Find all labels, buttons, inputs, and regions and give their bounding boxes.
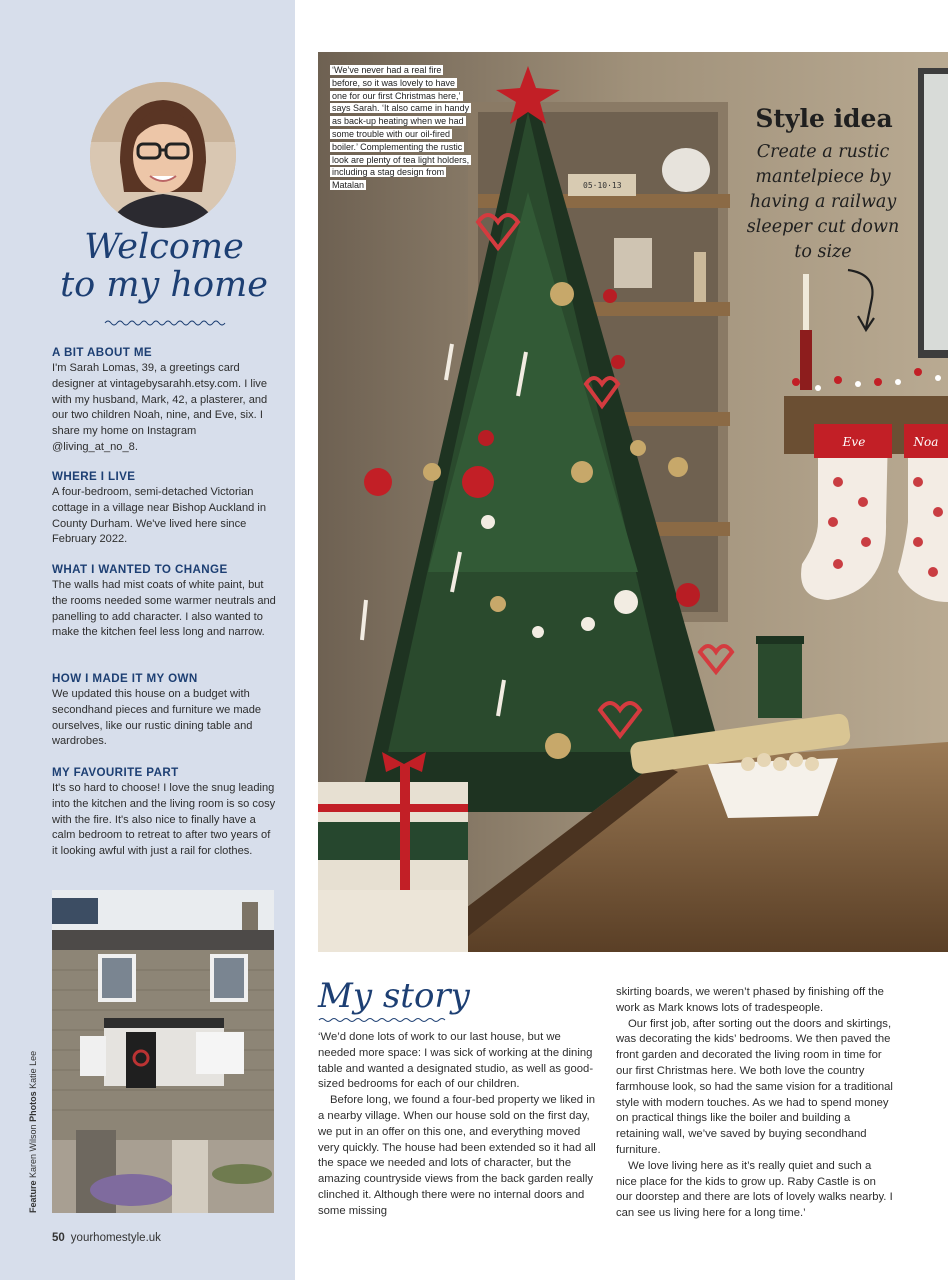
story-column-2 — [616, 985, 894, 1222]
story-paragraph: skirting boards, we weren’t phased by finishing off the work as Mark knows lots of tradespeople. — [616, 986, 884, 1014]
photo-caption: ‘We’ve never had a real fire before, so it was lovely to have one for our first Christmas here,’ says Sarah. ‘It also came in handy as back-up heating when we had some trouble with our oil-fired boiler.’ Complementing the rustic look are plenty of tea light holders, including a stag design from Matalan — [332, 65, 470, 191]
portrait-illustration — [90, 82, 236, 228]
style-idea-text: Create a rustic mantelpiece by having a railway sleeper cut down to size — [746, 142, 900, 262]
welcome-heading — [40, 228, 288, 304]
section-text: We updated this house on a budget with secondhand pieces and furniture we made ourselves, like our rustic dining table and wardrobes. — [52, 688, 262, 748]
where-i-live-section — [52, 470, 277, 548]
section-text: I'm Sarah Lomas, 39, a greetings card designer at vintagebysarahh.etsy.com. I live with my husband, Mark, 42, a plasterer, and our two children Noah, nine, and Eve, six. I share my home on Instagram @living_at_no_8. — [52, 362, 268, 453]
favourite-part-section — [52, 766, 277, 860]
section-heading: HOW I MADE IT MY OWN — [52, 672, 198, 685]
story-title: My story — [318, 976, 470, 1016]
house-exterior-photo — [52, 890, 274, 1213]
avatar — [90, 82, 236, 228]
story-column-1 — [318, 1030, 596, 1220]
squiggle-divider — [104, 318, 226, 328]
stocking-label-1: Eve — [842, 435, 866, 449]
story-paragraph: We love living here as it’s really quiet and such a nice place for the kids to grow up. Raby Castle is on our doorstep and there are lots of lovely walks nearby. I can see us living here for a long time.’ — [616, 1159, 893, 1220]
sidebar — [0, 0, 295, 1280]
about-me-section — [52, 346, 277, 456]
section-text: It's so hard to choose! I love the snug leading into the kitchen and the living room is so cosy with the fire. It's also nice to finally have a calm bedroom to retreat to after two years of it looking awful with just a rail for clothes. — [52, 782, 276, 858]
style-idea-title: Style idea — [755, 104, 893, 133]
section-heading: A BIT ABOUT ME — [52, 346, 153, 359]
stocking-label-2: Noa — [913, 435, 939, 449]
shelf-box-label: 05·10·13 — [583, 181, 622, 190]
story-paragraph: Our first job, after sorting out the doors and skirtings, was decorating the kids’ bedrooms. We then paved the front garden and decorated the living room in time for our first Christmas here. We both love the country farmhouse look, so had the same vision for a traditional style with modern touches. As we had to spend money on practical things like the boiler and building a retaining wall, we’ve saved by buying secondhand furniture. — [616, 1017, 893, 1156]
section-heading: MY FAVOURITE PART — [52, 766, 179, 779]
photo-credit: Feature Karen Wilson Photos Katie Lee — [28, 1050, 38, 1213]
made-it-my-own-section — [52, 672, 277, 750]
website: yourhomestyle.uk — [70, 1232, 161, 1244]
section-heading: WHERE I LIVE — [52, 470, 136, 483]
curved-arrow-icon — [842, 264, 882, 334]
welcome-line-2: to my home — [60, 265, 268, 305]
page-number: 50 — [52, 1232, 65, 1244]
section-heading: WHAT I WANTED TO CHANGE — [52, 563, 228, 576]
house-illustration — [52, 890, 274, 1213]
section-text: A four-bedroom, semi-detached Victorian cottage in a village near Bishop Auckland in County Durham. We've lived here since February 2022. — [52, 486, 267, 546]
welcome-line-1: Welcome — [84, 227, 244, 267]
what-i-wanted-section — [52, 563, 277, 641]
story-paragraph: ‘We’d done lots of work to our last house, but we needed more space: I was sick of working at the dining table and wanted a designated studio, as well as good-sized bedrooms for each of our children. — [318, 1031, 594, 1091]
story-underline — [318, 1016, 446, 1024]
story-paragraph: Before long, we found a four-bed property we liked in a nearby village. When our house sold on the first day, we put in an offer on this one, and everything moved very quickly. The house had been extended so it had all the space we needed and lots of character, but the amazing countryside views from the back garden really clinched it. Although there were no internal doors and some missing — [318, 1094, 596, 1217]
section-text: The walls had mist coats of white paint, but the rooms needed some warmer neutrals and panelling to add character. I also wanted to make the kitchen feel less long and narrow. — [52, 579, 276, 639]
page-folio — [52, 1232, 161, 1244]
